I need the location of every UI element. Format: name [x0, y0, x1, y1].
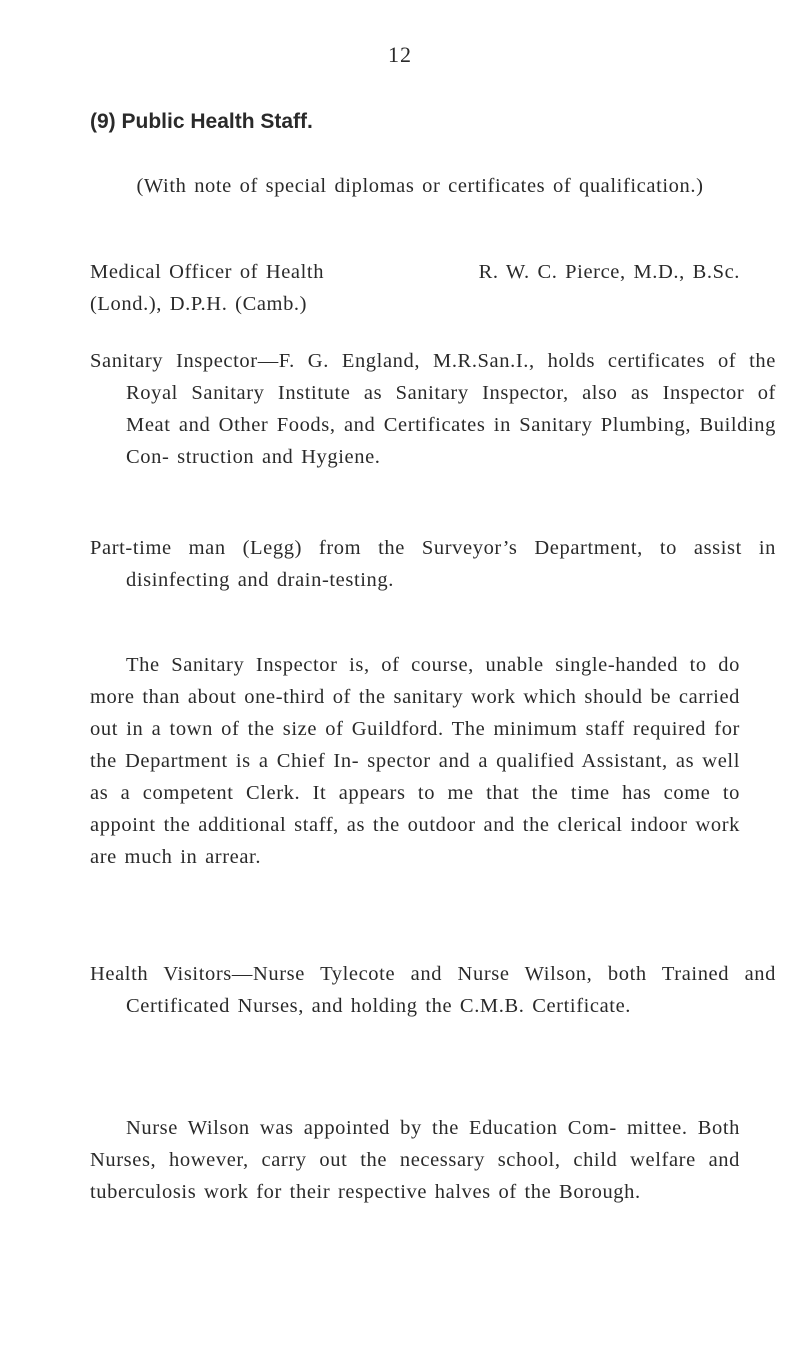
medical-officer-entry: [90, 256, 740, 320]
section-heading: (9) Public Health Staff.: [90, 110, 313, 133]
medical-officer-line: [90, 256, 740, 288]
sanitary-inspector-entry: Sanitary Inspector—F. G. England, M.R.San.I., holds certificates of the Royal Sanitary Institute as Sanitary Inspector, also as Inspector of Meat and Other Foods, and Certificates in Sanitary Plumbing, Building Con- struction and Hygiene.: [90, 350, 776, 468]
health-visitors-entry: Health Visitors—Nurse Tylecote and Nurse Wilson, both Trained and Certificated Nurses, and holding the C.M.B. Certificate.: [90, 963, 776, 1017]
nurse-wilson-paragraph: Nurse Wilson was appointed by the Education Com- mittee. Both Nurses, however, carry out the necessary school, child welfare and tuberculosis work for their respective halves of the Borough.: [90, 1117, 740, 1203]
medical-officer-qualifications: (Lond.), D.P.H. (Camb.): [90, 293, 308, 315]
staff-paragraph: The Sanitary Inspector is, of course, unable single-handed to do more than about one-third of the sanitary work which should be carried out in a town of the size of Guildford. The minimum staff required for the Department is a Chief In- spector and a qualified Assistant, as well as a competent Clerk. It appears to me that the time has come to appoint the additional staff, as the outdoor and the clerical indoor work are much in arrear.: [90, 654, 740, 868]
page-number: 12: [388, 42, 412, 67]
medical-officer-title: Medical Officer of Health: [90, 261, 325, 283]
section-subheading: (With note of special diplomas or certificates of qualification.): [136, 175, 704, 197]
medical-officer-name: R. W. C. Pierce, M.D., B.Sc.: [478, 261, 740, 283]
part-time-entry: Part-time man (Legg) from the Surveyor’s Department, to assist in disinfecting and drain-testing.: [90, 537, 776, 591]
